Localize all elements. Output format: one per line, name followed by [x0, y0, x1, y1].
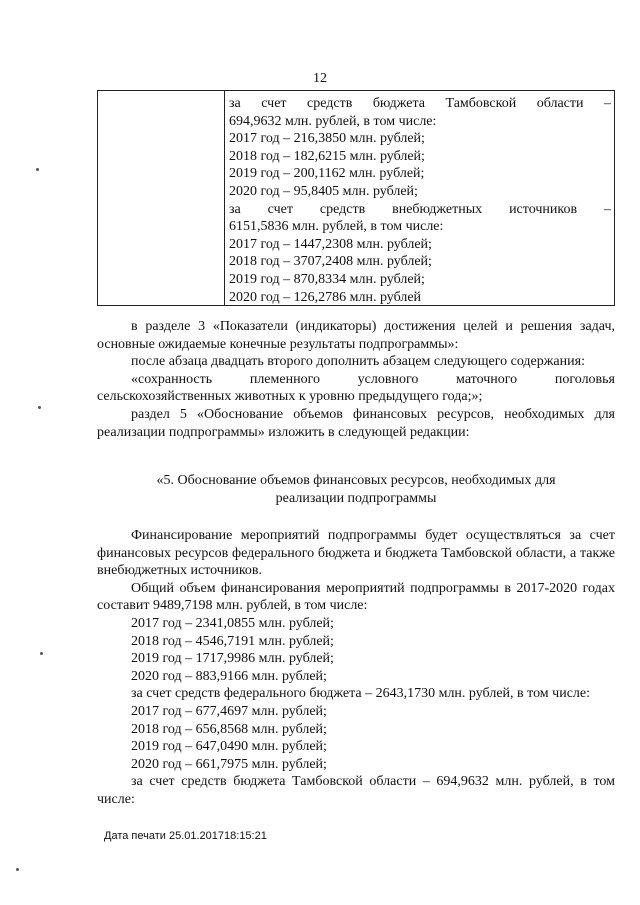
section-paragraph: Общий объем финансирования мероприятий подпрограммы в 2017-2020 годах составит 9489,7198 млн. рублей, в том числе: — [97, 580, 615, 614]
section-paragraph: Финансирование мероприятий подпрограммы будет осуществляться за счет финансовых ресурсов федерального бюджета и бюджета Тамбовской области, а также внебюджетных источников. — [97, 528, 615, 579]
funding-table — [97, 90, 615, 306]
print-date: Дата печати 25.01.201718:15:21 — [104, 830, 267, 842]
table-line: 2018 год – 3707,2408 млн. рублей; — [229, 254, 432, 270]
section-body — [97, 527, 615, 809]
table-left-cell — [98, 91, 225, 305]
year-line: 2017 год – 2341,0855 млн. рублей; — [131, 615, 334, 631]
amendment-paragraph: «сохранность племенного условного маточного поголовья сельскохозяйственных животных к уровню предыдущего года;»; — [97, 371, 615, 405]
section-paragraph: за счет средств федерального бюджета – 2643,1730 млн. рублей, в том числе: — [131, 686, 590, 702]
table-right-cell — [229, 95, 611, 306]
table-line: 2020 год – 126,2786 млн. рублей — [229, 289, 422, 305]
amendment-paragraph: в разделе 3 «Показатели (индикаторы) достижения целей и решения задач, основные ожидаемые конечные результаты подпрограммы»: — [97, 319, 615, 352]
year-line: 2018 год – 656,8568 млн. рублей; — [131, 721, 327, 737]
section-paragraph: за счет средств бюджета Тамбовской области – 694,9632 млн. рублей, в том числе: — [97, 774, 615, 807]
year-line: 2020 год – 661,7975 млн. рублей; — [131, 756, 327, 772]
table-line: за счет средств бюджета Тамбовской области – — [229, 96, 611, 111]
table-line: 2017 год – 216,3850 млн. рублей; — [229, 131, 425, 147]
table-line: за счет средств внебюджетных источников – — [229, 201, 611, 217]
table-line: 2019 год – 200,1162 млн. рублей; — [229, 166, 425, 182]
table-line: 694,9632 млн. рублей, в том числе: — [229, 113, 437, 129]
scan-speck — [16, 868, 19, 871]
scan-speck — [40, 652, 43, 655]
table-line: 2017 год – 1447,2308 млн. рублей; — [229, 236, 432, 252]
table-line: 6151,5836 млн. рублей, в том числе: — [229, 219, 444, 235]
table-line: 2020 год – 95,8405 млн. рублей; — [229, 183, 418, 199]
year-line: 2019 год – 647,0490 млн. рублей; — [131, 739, 327, 755]
section-heading-line: «5. Обоснование объемов финансовых ресурсов, необходимых для — [156, 473, 556, 488]
year-line: 2017 год – 677,4697 млн. рублей; — [131, 703, 327, 719]
amendment-paragraph: после абзаца двадцать второго дополнить абзацем следующего содержания: — [131, 354, 585, 370]
amendment-paragraph: раздел 5 «Обоснование объемов финансовых ресурсов, необходимых для реализации подпрограммы» изложить в следующей редакции: — [97, 406, 615, 440]
table-line: 2018 год – 182,6215 млн. рублей; — [229, 148, 425, 164]
section-heading — [97, 472, 615, 507]
section-heading-line: реализации подпрограммы — [275, 490, 437, 506]
amendments-block — [97, 318, 615, 441]
year-line: 2019 год – 1717,9986 млн. рублей; — [131, 651, 334, 667]
year-line: 2018 год – 4546,7191 млн. рублей; — [131, 633, 334, 649]
scan-speck — [38, 406, 41, 409]
table-line: 2019 год – 870,8334 млн. рублей; — [229, 271, 425, 287]
scan-speck — [36, 168, 39, 171]
page-number: 12 — [313, 71, 327, 86]
year-line: 2020 год – 883,9166 млн. рублей; — [131, 668, 327, 684]
